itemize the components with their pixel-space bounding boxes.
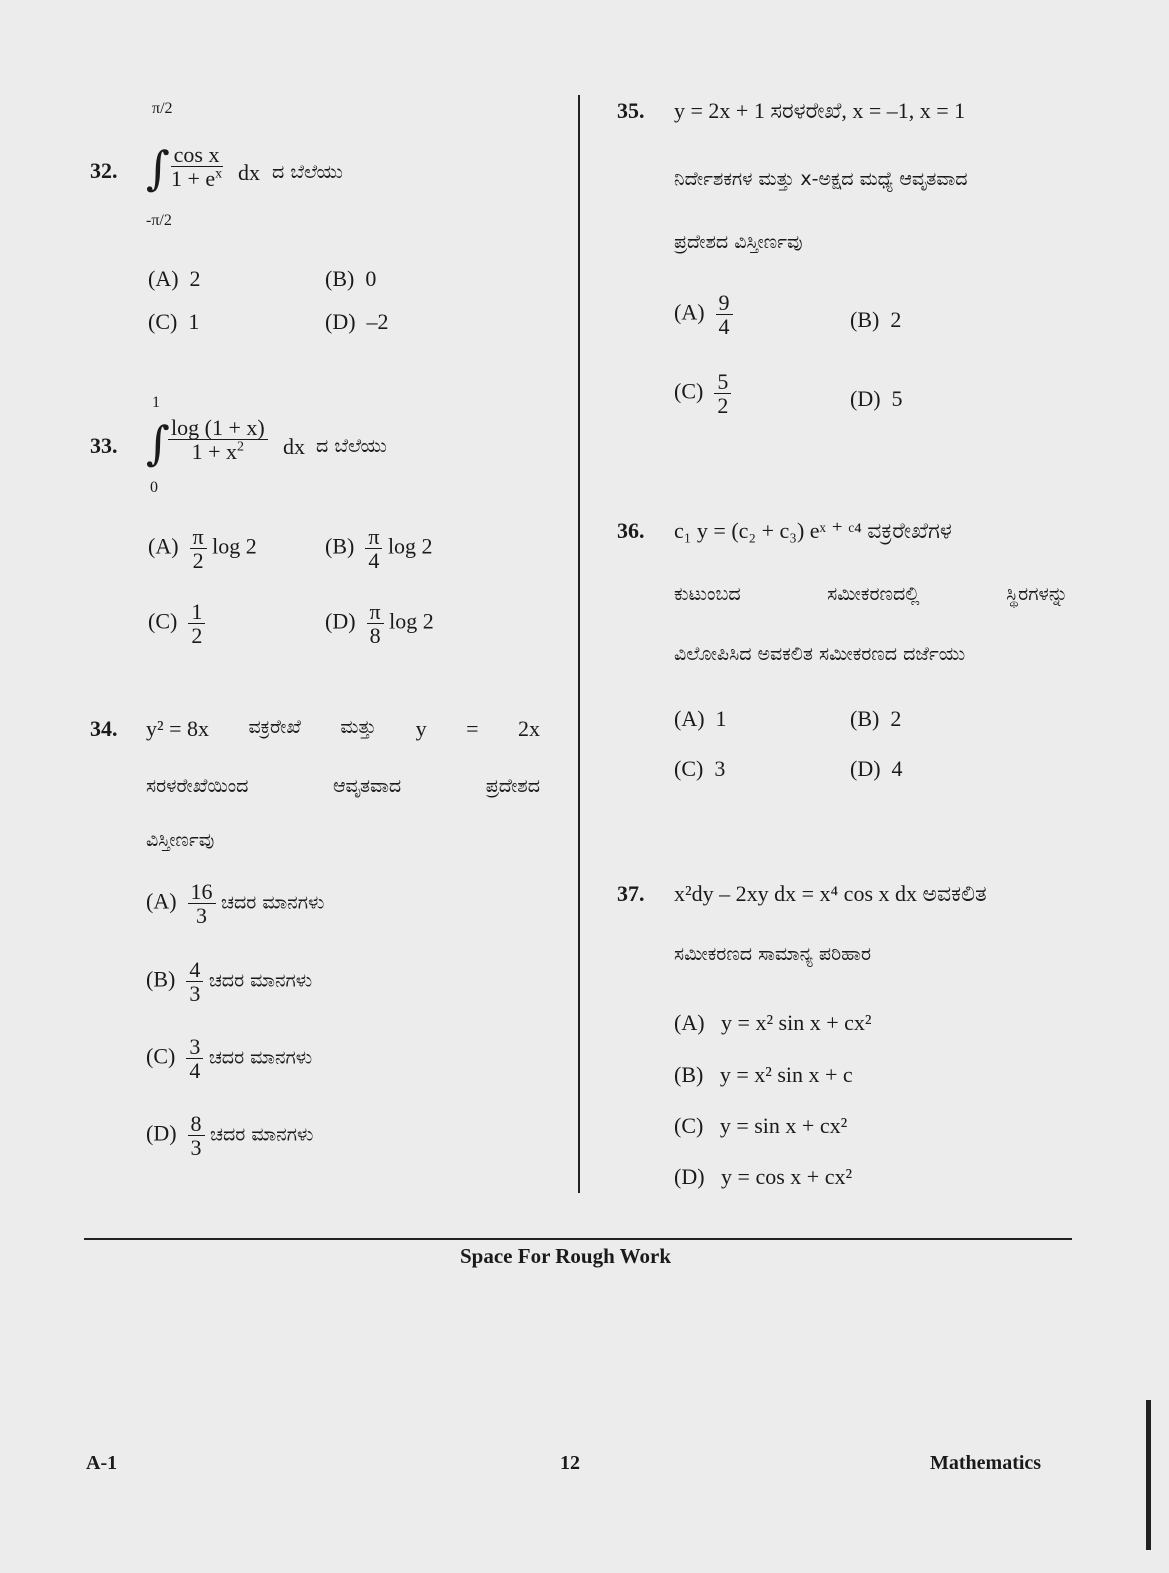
integrand-denominator: 1 + e	[171, 166, 216, 192]
option-a: (A) 2	[148, 266, 201, 291]
option-b: (B) y = x² sin x + c	[674, 1062, 853, 1087]
question-line-2: ಸರಳರೇಖೆಯಿಂದ ಆವೃತವಾದ ಪ್ರದೇಶದ	[146, 775, 540, 797]
option-d: (D) 5	[850, 386, 903, 411]
footer-subject: Mathematics	[930, 1452, 1042, 1474]
option-c: (C) y = sin x + cx²	[674, 1113, 848, 1138]
option-a: (A) 1	[674, 706, 727, 731]
question-line-3: ವಿಲೋಪಿಸಿದ ಅವಕಲಿತ ಸಮೀಕರಣದ ದರ್ಜೆಯು	[674, 643, 966, 665]
option-c: (C) 3	[674, 756, 726, 781]
question-number: 36.	[617, 518, 645, 543]
question-text: ದ ಬೆಲೆಯು	[272, 161, 343, 183]
lower-limit: 0	[150, 479, 158, 496]
option-d: (D) $\frac{\pi}{8}$ log 2	[325, 599, 434, 649]
question-number: 34.	[90, 716, 118, 741]
rough-work-divider	[84, 1238, 1072, 1240]
option-a: (A) $\frac{9}{4}$	[674, 291, 733, 338]
option-c: (C) 1	[148, 309, 200, 334]
question-number: 32.	[90, 158, 118, 183]
lower-limit: -π/2	[146, 212, 172, 229]
question-line-3: ಪ್ರದೇಶದ ವಿಸ್ತೀರ್ಣವು	[674, 231, 803, 253]
option-b: (B) 2	[850, 307, 902, 332]
question-line-1: y = 2x + 1 ಸರಳರೇಖೆ, x = –1, x = 1	[674, 98, 966, 123]
question-number: 37.	[617, 881, 645, 906]
question-number: 33.	[90, 433, 118, 458]
option-a: (A) $\frac{16}{3}$ ಚದರ ಮಾನಗಳು	[146, 879, 325, 929]
option-a: (A) y = x² sin x + cx²	[674, 1010, 872, 1035]
integral-sign: ∫	[146, 141, 170, 195]
option-d: (D) y = cos x + cx²	[674, 1164, 853, 1189]
question-line-3: ವಿಸ್ತೀರ್ಣವು	[146, 829, 215, 851]
question-text: ದ ಬೆಲೆಯು	[316, 435, 387, 457]
question-line-2: ಸಮೀಕರಣದ ಸಾಮಾನ್ಯ ಪರಿಹಾರ	[674, 943, 872, 965]
question-line-1: y² = 8x ವಕ್ರರೇಖೆ ಮತ್ತು y = 2x	[146, 716, 540, 741]
edge-mark	[1146, 1400, 1151, 1550]
option-c: (C) $\frac{1}{2}$	[148, 600, 205, 647]
page-number: 12	[560, 1452, 580, 1474]
column-divider	[578, 95, 580, 1193]
option-d: (D) 4	[850, 756, 903, 781]
integrand-denominator: 1 + x	[191, 439, 238, 465]
option-b: (B) 0	[325, 266, 377, 291]
integrand	[168, 416, 268, 463]
upper-limit: π/2	[152, 100, 173, 117]
footer-code: A-1	[86, 1452, 118, 1474]
option-d: (D) $\frac{8}{3}$ ಚದರ ಮಾನಗಳು	[146, 1111, 314, 1161]
option-a: (A) $\frac{\pi}{2}$ log 2	[148, 524, 257, 574]
dx: dx	[238, 160, 260, 185]
option-c: (C) $\frac{5}{2}$	[674, 370, 731, 417]
option-b: (B) $\frac{4}{3}$ ಚದರ ಮಾನಗಳು	[146, 957, 313, 1007]
integrand	[168, 143, 225, 190]
integrand-numerator: cos x	[171, 143, 223, 167]
integral-sign: ∫	[146, 416, 170, 470]
rough-work-label: Space For Rough Work	[460, 1244, 672, 1268]
option-b: (B) 2	[850, 706, 902, 731]
upper-limit: 1	[152, 394, 160, 411]
option-d: (D) –2	[325, 309, 389, 334]
question-line-2: ಕುಟುಂಬದ ಸಮೀಕರಣದಲ್ಲಿ ಸ್ಥಿರಗಳನ್ನು	[674, 583, 1068, 605]
dx: dx	[283, 434, 305, 459]
question-line-2: ನಿರ್ದೇಶಕಗಳ ಮತ್ತು x-ಅಕ್ಷದ ಮಧ್ಯೆ ಆವೃತವಾದ	[674, 168, 968, 190]
question-line-1: x²dy – 2xy dx = x⁴ cos x dx ಅವಕಲಿತ	[674, 881, 987, 906]
question-line-1: c₁ y = (c₂ + c₃) eˣ ⁺ ᶜ⁴ ವಕ್ರರೇಖೆಗಳ	[674, 518, 952, 543]
option-b: (B) $\frac{\pi}{4}$ log 2	[325, 524, 433, 574]
integrand-numerator: log (1 + x)	[168, 416, 268, 440]
option-c: (C) $\frac{3}{4}$ ಚದರ ಮಾನಗಳು	[146, 1034, 313, 1084]
integrand-exponent: x	[215, 166, 223, 182]
integrand-exponent: 2	[237, 439, 245, 455]
question-number: 35.	[617, 98, 645, 123]
